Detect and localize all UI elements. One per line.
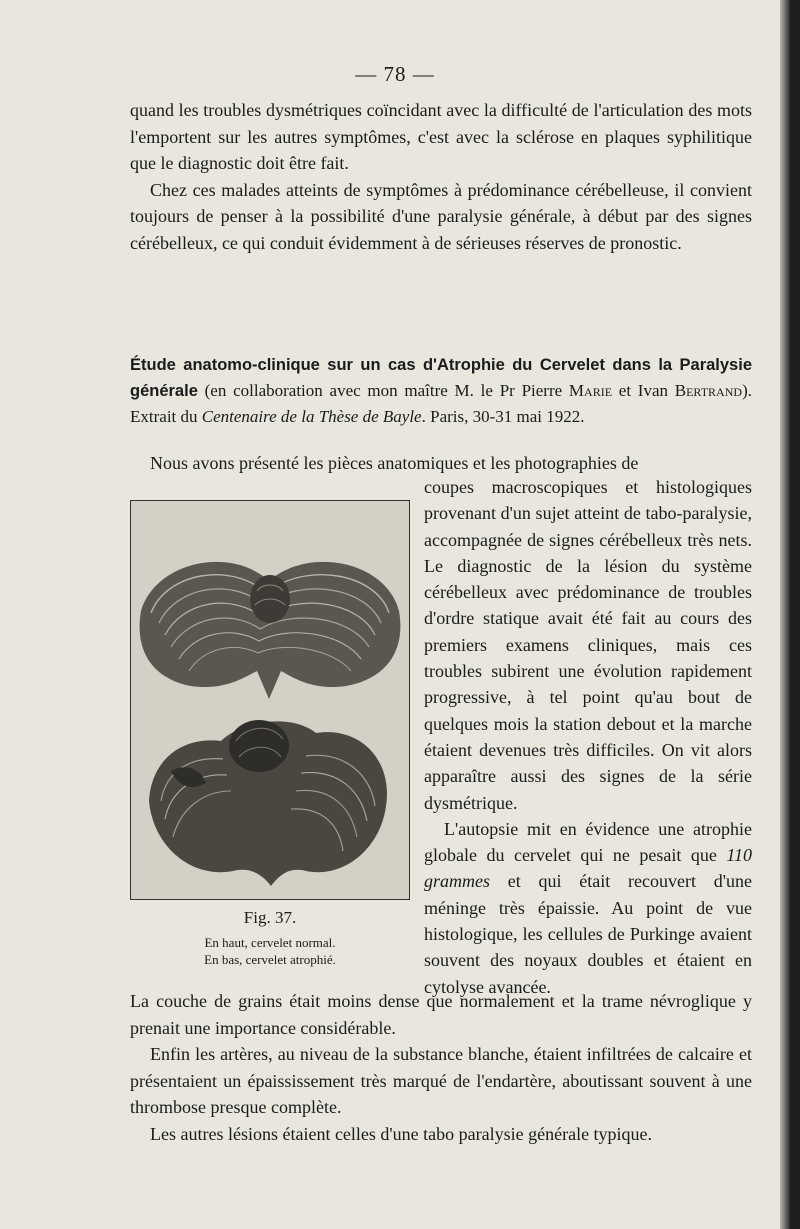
autopsie-before: L'autopsie mit en évidence une atrophie globale du cervelet qui ne pesait que (424, 818, 752, 866)
reference-place-date: . Paris, 30-31 mai 1922. (421, 407, 585, 426)
autopsie-weight: 110 grammes (424, 845, 752, 892)
autres-paragraph: Les autres lésions étaient celles d'une tabo paralysie générale typique. (150, 1123, 653, 1144)
reference-author-bertrand: Bertrand (674, 381, 743, 400)
cerebellum-photograph (131, 501, 409, 899)
closing-block (130, 988, 752, 1147)
cerebellum-figure (130, 500, 410, 900)
figure-caption (130, 934, 410, 968)
figure-caption-top: En haut, cervelet normal. (204, 935, 336, 950)
page-number: — 78 — (355, 62, 435, 86)
nous-continuation: coupes macroscopiques et histologiques provenant d'un sujet atteint de tabo-paralysie, accompagnée de signes cérébelleux très nets. Le diagnostic de la lésion du système cérébelleux avec prédominance de troubles d'ordre statique avait été fait au cours des premiers examens cliniques, mais ces troubles subirent une évolution rapidement progressive, à tel point qu'au bout de quelques mois la station debout et la marche étaient devenues très difficiles. On vit alors apparaître aussi des signes de la série dysmétrique. (424, 477, 752, 813)
autopsie-paragraph (424, 816, 752, 1000)
reference-journal: Centenaire de la Thèse de Bayle (201, 407, 422, 426)
reference-author-marie: Marie (568, 381, 613, 400)
right-column-text (424, 474, 752, 1000)
reference-paragraph (130, 352, 752, 429)
figure-caption-bottom: En bas, cervelet atrophié. (204, 952, 336, 967)
reference-collab: (en collaboration avec mon maître M. le Pr Pierre (197, 381, 569, 400)
autopsie-after: et qui était recouvert d'une méninge très épaissie. Au point de vue histologique, les cellules de Purkinge avaient souvent des noyaux doubles et étaient en cytolyse avancée. (424, 871, 752, 997)
reference-title: Étude anatomo-clinique sur un cas d'Atrophie du Cervelet dans la Paralysie générale (130, 356, 752, 400)
normal-cerebellum-image (140, 562, 401, 699)
reference-extract: ). Extrait du (130, 381, 752, 426)
reference-and: et Ivan (612, 381, 675, 400)
paragraph-cerebelleuse: Chez ces malades atteints de symptômes à prédominance cérébelleuse, il convient toujours de penser à la possibilité d'une paralysie générale, à début par des signes cérébelleux, ce qui conduit évidemment à de sérieuses réserves de pronostic. (130, 179, 752, 253)
reference-entry (130, 352, 752, 429)
couche-paragraph: La couche de grains était moins dense que normalement et la trame névroglique y prenait une importance considérable. (130, 991, 752, 1038)
figure-label: Fig. 37. (243, 908, 297, 927)
nous-first-line: Nous avons présenté les pièces anatomiques et les photographies de (150, 453, 639, 473)
enfin-paragraph: Enfin les artères, au niveau de la substance blanche, étaient infiltrées de calcaire et présentaient un épaississement très marqué de l'endartère, aboutissant souvent à une thrombose presque complète. (130, 1044, 752, 1117)
intro-block (130, 97, 752, 256)
page-edge (780, 0, 790, 1229)
intro-paragraph: quand les troubles dysmétriques coïncidant avec la difficulté de l'articulation des mots l'emportent sur les autres symptômes, c'est avec la sclérose en plaques syphilitique que le diagnostic doit être fait. (130, 100, 752, 173)
